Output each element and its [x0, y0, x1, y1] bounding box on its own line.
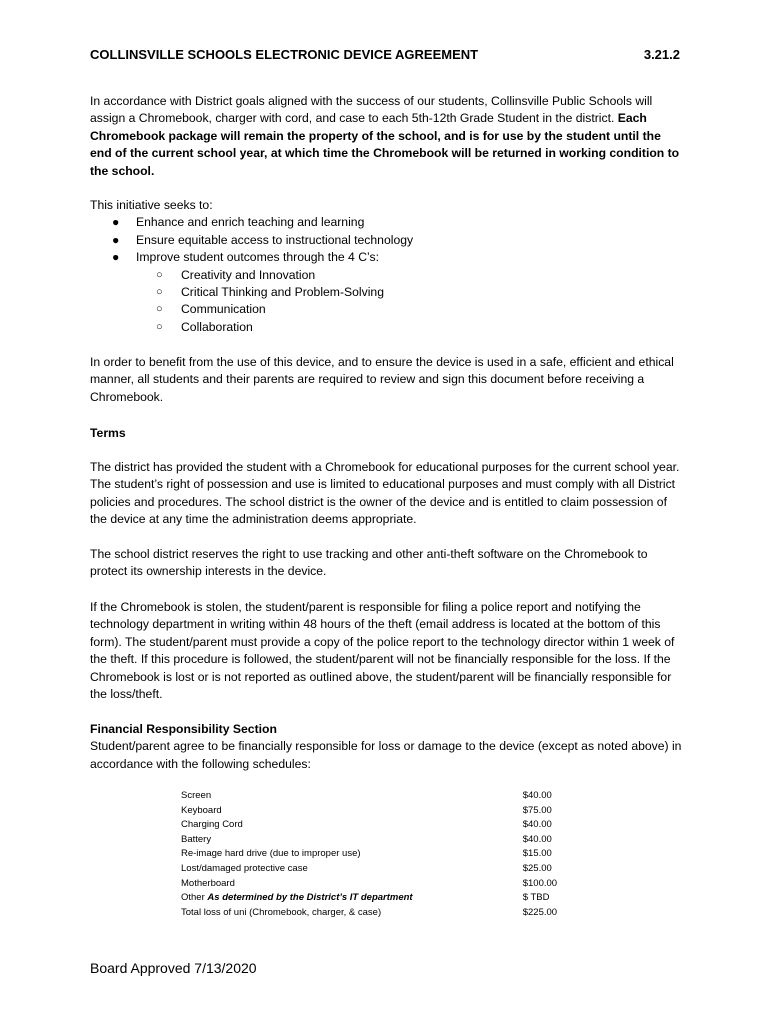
circle-bullet-icon: ○ [156, 286, 163, 299]
table-row [181, 891, 581, 906]
table-row [181, 906, 581, 921]
fee-item: Charging Cord [181, 819, 243, 831]
list-item-text: Critical Thinking and Problem-Solving [181, 285, 384, 300]
intro-paragraph [90, 93, 682, 180]
list-item [90, 319, 682, 336]
fee-item: Lost/damaged protective case [181, 862, 308, 874]
terms-paragraph-text: The district has provided the student with a Chromebook for educational purposes for the current school year. The student’s right of possession and use is limited to educational purposes and must comply with all District policies and procedures. The school district is the owner of the device and is entitled to claim possession of the device at any time the administration deems appropriate. [90, 460, 680, 527]
fee-cost: $75.00 [522, 804, 552, 816]
fee-item: Screen [181, 790, 212, 801]
list-item-text: Ensure equitable access to instructional technology [136, 232, 414, 247]
list-item [90, 214, 682, 231]
fee-cost: $40.00 [522, 833, 552, 845]
table-row [181, 818, 581, 833]
table-row [181, 862, 581, 877]
fee-cost: $100.00 [522, 877, 558, 889]
document-title: COLLINSVILLE SCHOOLS ELECTRONIC DEVICE AGREEMENT [90, 47, 479, 62]
terms-paragraph-2 [90, 546, 682, 581]
list-item-text: Creativity and Innovation [181, 267, 316, 282]
initiative-list [90, 214, 682, 266]
terms-heading [90, 425, 682, 442]
list-item [90, 232, 682, 249]
list-item [90, 249, 682, 266]
list-item-text: Collaboration [181, 319, 253, 334]
table-row [181, 847, 581, 862]
terms-paragraph-text: If the Chromebook is stolen, the student/parent is responsible for filing a police report and notifying the technology department in writing within 48 hours of the theft (email address is located at the bottom of this form). The student/parent must provide a copy of the police report to the technology director within 1 week of the theft. If this procedure is followed, the student/parent will not be financially responsible for the loss. If the Chromebook is lost or is not reported as outlined above, the student/parent will be financially responsible for the loss/theft. [90, 600, 675, 702]
list-item [90, 301, 682, 318]
policy-number: 3.21.2 [643, 47, 680, 62]
intro-bold-text: Each Chromebook package will remain the property of the school, and is for use by the student until the end of the current school year, at which time the Chromebook will be returned in working condition to the school. [90, 111, 680, 178]
benefit-text: In order to benefit from the use of this device, and to ensure the device is used in a safe, efficient and ethical manner, all students and their parents are required to review and sign this document before receiving a Chromebook. [90, 355, 674, 404]
table-row [181, 877, 581, 892]
list-item [90, 267, 682, 284]
fee-cost: $40.00 [522, 819, 552, 831]
financial-text: Student/parent agree to be financially responsible for loss or damage to the device (except as noted above) in accordance with the following schedules: [90, 739, 682, 771]
list-item-text: Enhance and enrich teaching and learning [136, 215, 365, 230]
circle-bullet-icon: ○ [156, 320, 163, 333]
terms-heading-text: Terms [90, 426, 126, 440]
bullet-icon: ● [112, 250, 120, 265]
fee-schedule-table [181, 789, 581, 920]
document-header [90, 46, 680, 64]
fee-cost: $25.00 [522, 862, 552, 874]
intro-text: In accordance with District goals aligned with the success of our students, Collinsville Public Schools will assign a Chromebook, charger with cord, and case to each 5th-12th Grade Student in the district. [90, 94, 653, 126]
initiative-lead: This initiative seeks to: [90, 198, 213, 212]
list-item-text: Communication [181, 302, 266, 317]
four-cs-list [90, 267, 682, 337]
fee-item: Battery [181, 833, 212, 845]
bullet-icon: ● [112, 215, 120, 230]
benefit-paragraph [90, 354, 682, 406]
table-row [181, 804, 581, 819]
bullet-icon: ● [112, 232, 120, 247]
financial-section [90, 721, 682, 773]
terms-paragraph-1 [90, 459, 682, 529]
table-row [181, 833, 581, 848]
terms-paragraph-3 [90, 599, 682, 703]
fee-item-emphasis: As determined by the District’s IT department [207, 892, 413, 904]
fee-item-text: Other [181, 892, 208, 904]
table-row [181, 789, 581, 804]
fee-item: Keyboard [181, 804, 222, 816]
financial-heading: Financial Responsibility Section [90, 722, 277, 736]
list-item-text: Improve student outcomes through the 4 C’s: [136, 250, 379, 265]
fee-cost: $225.00 [522, 906, 558, 918]
board-approval-footer: Board Approved 7/13/2020 [90, 960, 257, 976]
list-item [90, 284, 682, 301]
fee-item [181, 891, 523, 906]
fee-cost: $40.00 [522, 790, 552, 801]
fee-item: Motherboard [181, 877, 235, 889]
terms-paragraph-text: The school district reserves the right to use tracking and other anti-theft software on the Chromebook to protect its ownership interests in the device. [90, 547, 648, 579]
circle-bullet-icon: ○ [156, 303, 163, 316]
initiative-section [90, 197, 682, 336]
fee-item: Total loss of uni (Chromebook, charger, & case) [181, 906, 382, 918]
circle-bullet-icon: ○ [156, 268, 163, 281]
fee-cost: $15.00 [522, 848, 552, 860]
fee-cost: $ TBD [522, 892, 550, 904]
fee-item: Re-image hard drive (due to improper use) [181, 848, 361, 860]
